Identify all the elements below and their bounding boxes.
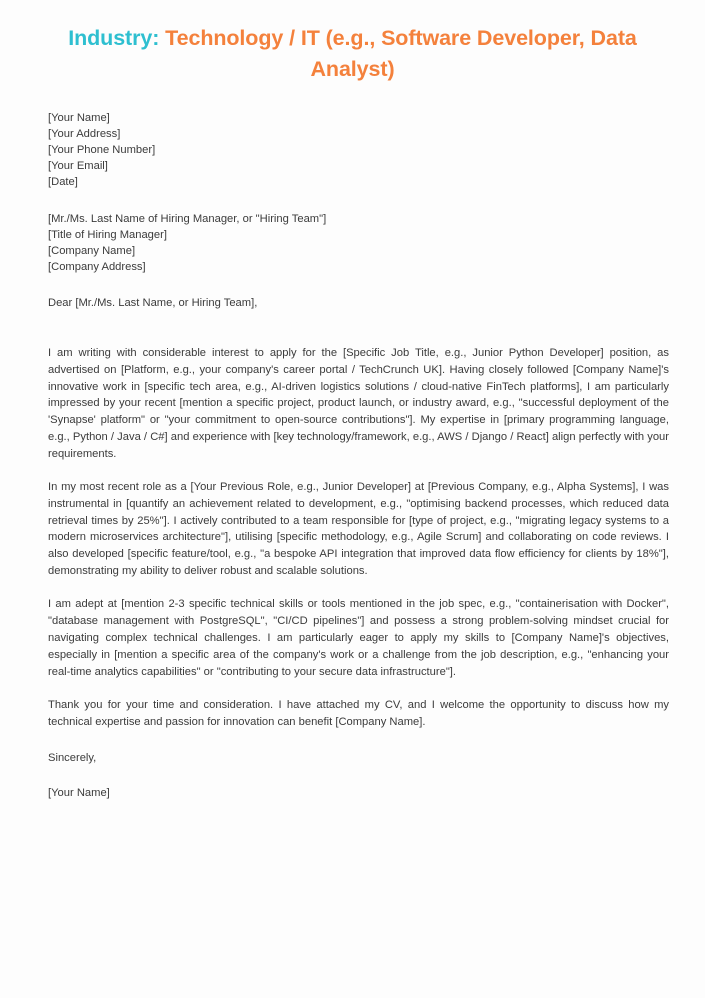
block-spacer: [48, 311, 669, 345]
body-paragraph: I am adept at [mention 2-3 specific technical skills or tools mentioned in the job spec, e.g., "containerisation with Docker", "database management with PostgreSQL", "CI/CD pipelines"] and possess a strong problem-solving mindset crucial for navigating complex technical challenges. I am particularly eager to apply my skills to [Company Name]'s objectives, especially in [mention a specific area of the company's work or a challenge from the job description, e.g., "enhancing your real-time analytics capabilities" or "contributing to your secure data infrastructure"].: [48, 598, 669, 678]
recipient-line: [Company Address]: [48, 260, 146, 273]
sender-line: [Your Name]: [48, 112, 110, 125]
block-spacer: [48, 730, 669, 750]
recipient-address-block: [48, 211, 669, 275]
body-paragraph: Thank you for your time and consideration. I have attached my CV, and I welcome the opportunity to discuss how my technical expertise and passion for innovation can benefit [Company Name].: [48, 698, 669, 728]
sender-line: [Date]: [48, 176, 78, 189]
recipient-line: [Mr./Ms. Last Name of Hiring Manager, or "Hiring Team"]: [48, 212, 327, 225]
page-title-label: Industry:: [68, 26, 160, 50]
body-paragraph: In my most recent role as a [Your Previous Role, e.g., Junior Developer] at [Previous Company, e.g., Alpha Systems], I was instrumental in [quantify an achievement related to development, e.g., "optimising backend processes, which reduced data retrieval times by 25%"]. I actively contributed to a team responsible for [type of project, e.g., "migrating legacy systems to a modern microservices architecture"], utilising [specific methodology, e.g., Agile Scrum] and collaborating on code reviews. I also developed [specific feature/tool, e.g., "a bespoke API integration that improved data flow efficiency for clients by 18%"], demonstrating my ability to deliver robust and scalable solutions.: [48, 481, 669, 578]
recipient-line: [Company Name]: [48, 244, 136, 257]
block-spacer: [48, 191, 669, 211]
sender-line: [Your Phone Number]: [48, 144, 156, 157]
sender-line: [Your Email]: [48, 160, 108, 173]
block-spacer: [48, 767, 669, 785]
salutation: Dear [Mr./Ms. Last Name, or Hiring Team],: [48, 296, 258, 309]
sender-line: [Your Address]: [48, 128, 121, 141]
letter-body: [0, 110, 705, 801]
body-paragraph: I am writing with considerable interest to apply for the [Specific Job Title, e.g., Junior Python Developer] position, as advertised on [Platform, e.g., your company's career portal / TechCrunch UK]. Having closely followed [Company Name]'s innovative work in [specific tech area, e.g., AI-driven logistics solutions / cloud-native FinTech platforms], I am particularly impressed by your recent [mention a specific project, product launch, or industry award, e.g., "successful deployment of the 'Synapse' platform" or "your commitment to open-source contributions"]. My expertise in [primary programming language, e.g., Python / Java / C#] and experience with [key technology/framework, e.g., AWS / Django / React] align perfectly with your requirements.: [48, 346, 669, 460]
closing-salutation: Sincerely,: [48, 752, 97, 765]
recipient-line: [Title of Hiring Manager]: [48, 228, 167, 241]
sender-address-block: [48, 110, 669, 190]
block-spacer: [48, 275, 669, 295]
signature-name: [Your Name]: [48, 786, 110, 799]
page-title-value: Technology / IT (e.g., Software Developer, Data Analyst): [165, 26, 637, 81]
page-title: [0, 0, 705, 84]
